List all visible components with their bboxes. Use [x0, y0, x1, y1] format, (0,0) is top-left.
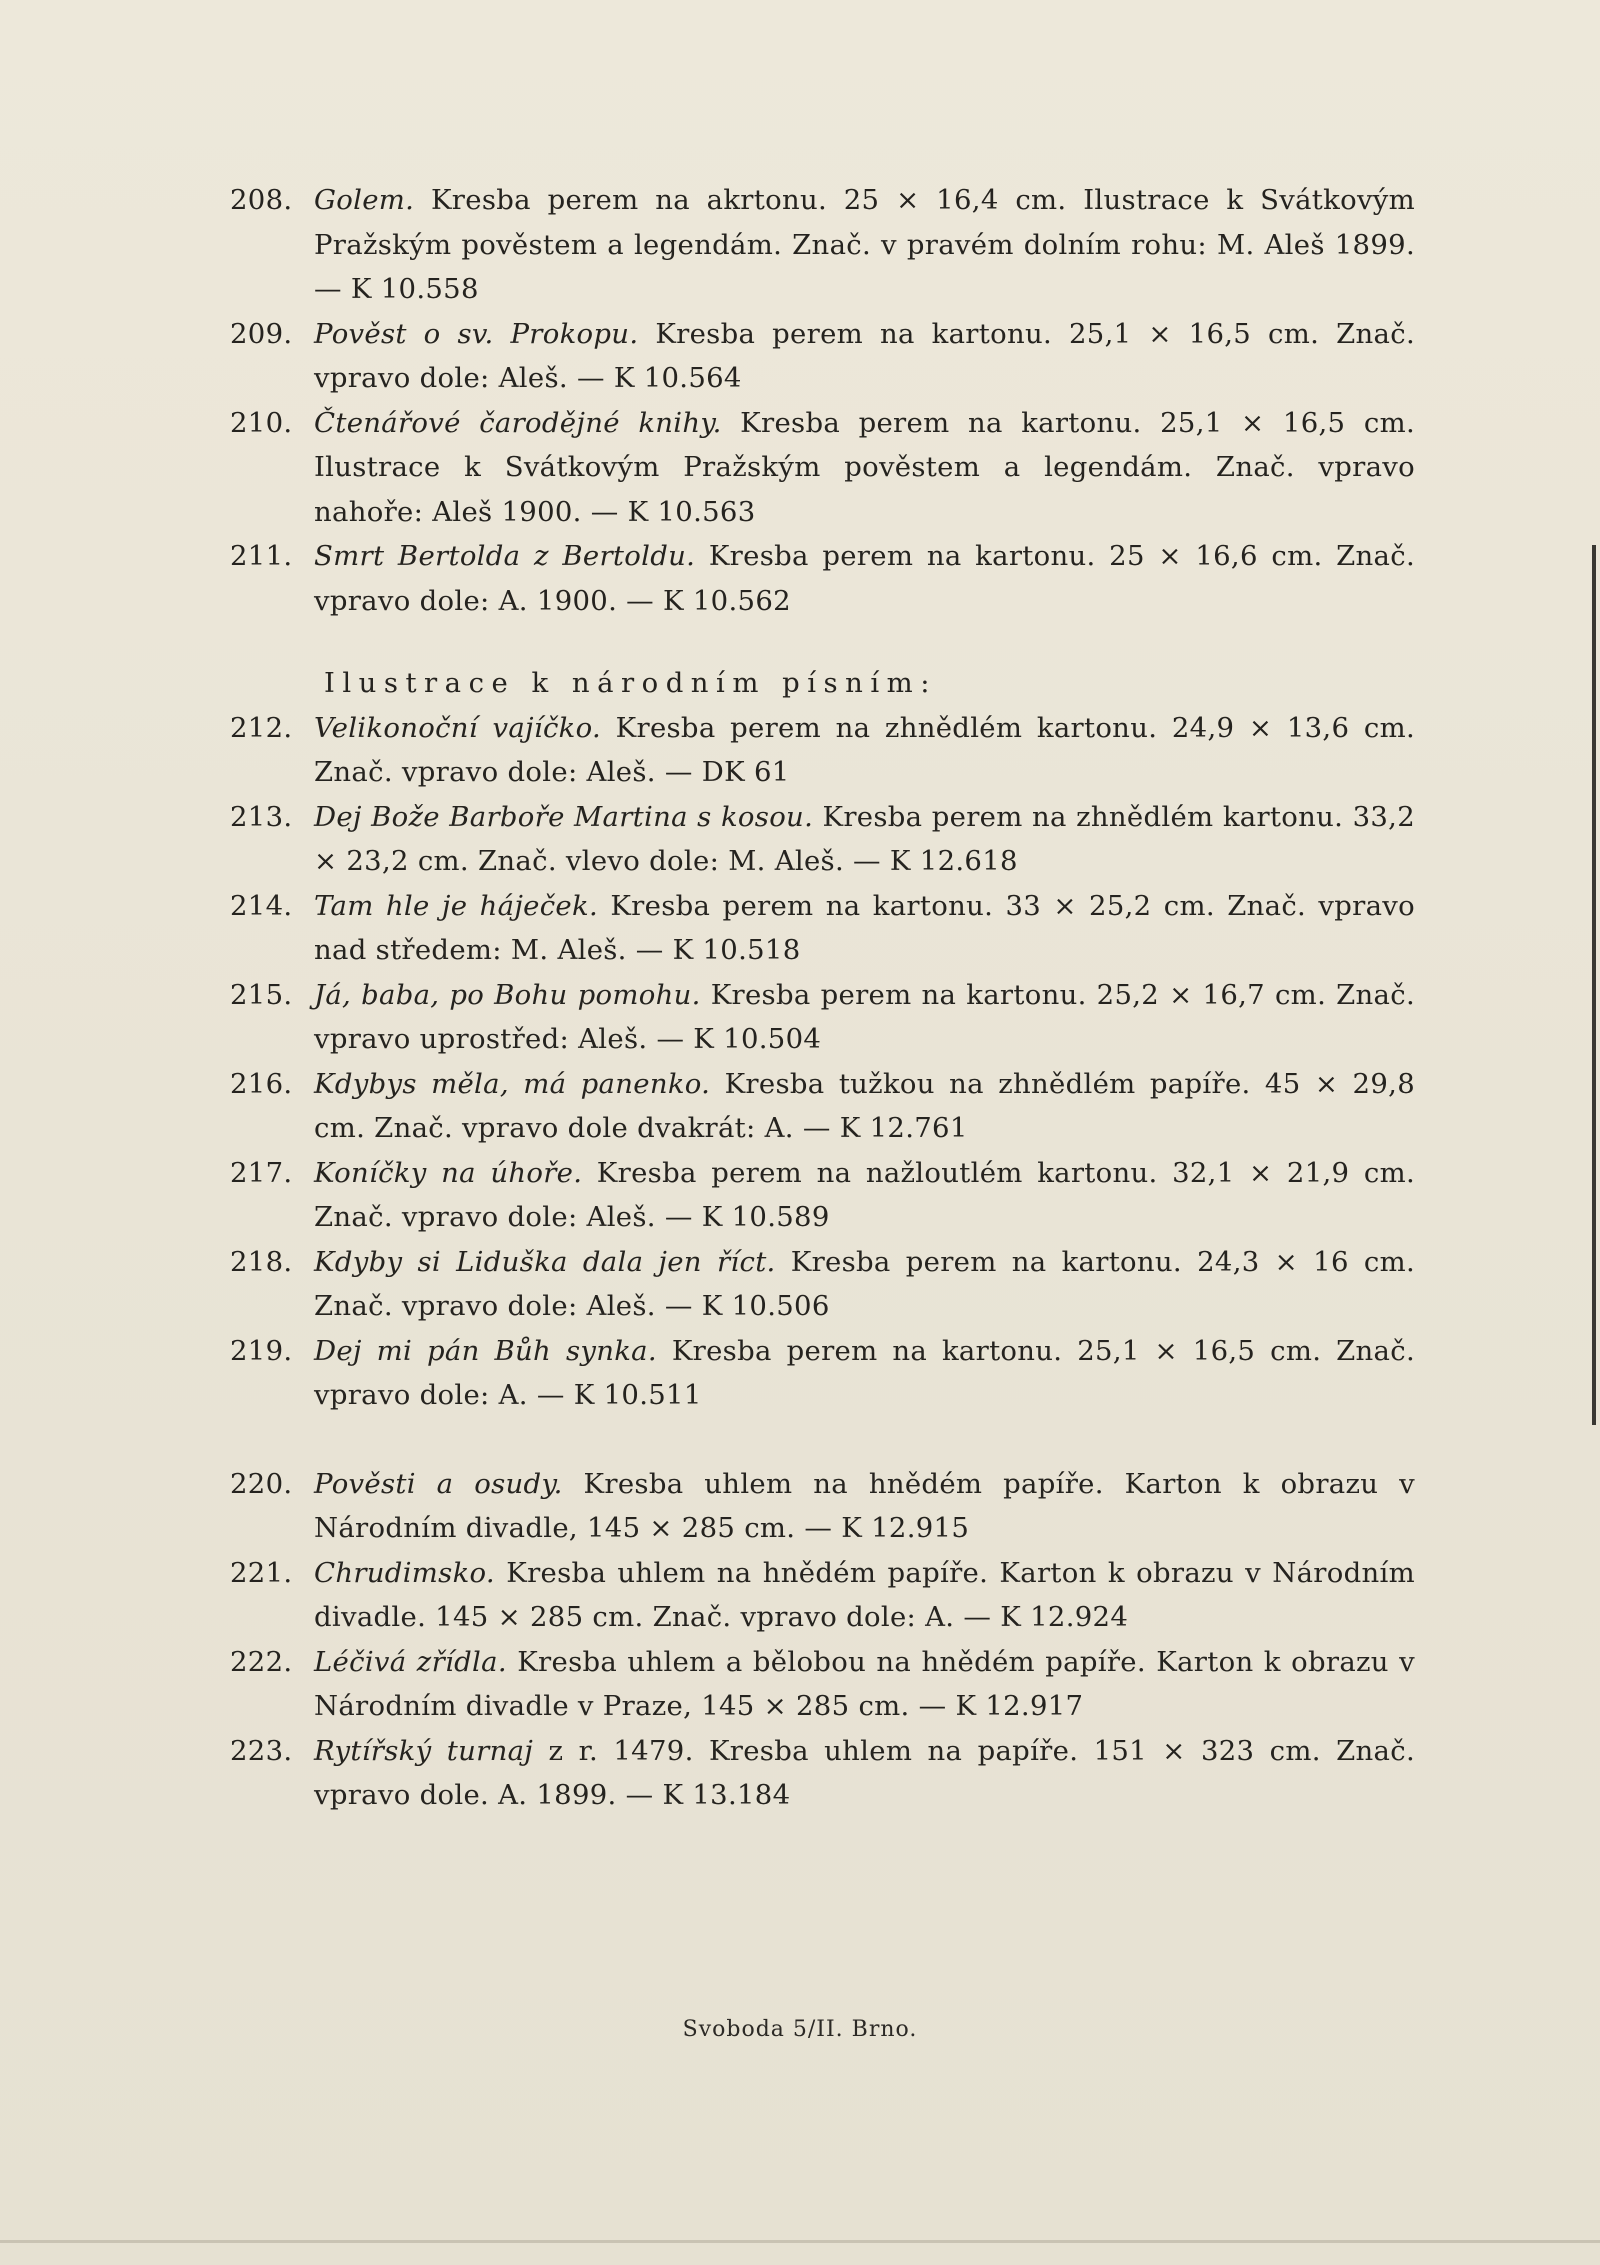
entry-description: Kresba perem na kartonu. 33 × 25,2 cm. Znač. vpravo nad středem: M. Aleš. — K 10.518	[314, 889, 1415, 966]
entry-210	[230, 401, 1415, 535]
entry-title: Pověsti a osudy.	[314, 1467, 563, 1500]
entry-212	[230, 706, 1415, 795]
entry-208	[230, 178, 1415, 312]
section-gap	[230, 1418, 1415, 1462]
entry-214	[230, 884, 1415, 973]
entry-title: Léčivá zřídla.	[314, 1645, 507, 1678]
entry-description: Kresba perem na kartonu. 24,3 × 16 cm. Znač. vpravo dole: Aleš. — K 10.506	[314, 1245, 1415, 1322]
entry-title: Dej mi pán Bůh synka.	[314, 1334, 657, 1367]
entry-215	[230, 973, 1415, 1062]
entry-number: 212.	[230, 711, 293, 744]
entry-number: 223.	[230, 1734, 293, 1767]
entry-title: Dej Bože Barboře Martina s kosou.	[314, 800, 814, 833]
entry-description: Kresba uhlem na hnědém papíře. Karton k obrazu v Národním divadle. 145 × 285 cm. Znač. vpravo dole: A. — K 12.924	[314, 1556, 1415, 1633]
entry-number: 208.	[230, 184, 293, 216]
entry-title: Koníčky na úhoře.	[314, 1156, 583, 1189]
entry-description: Kresba perem na kartonu. 25,1 × 16,5 cm. Znač. vpravo dole: A. — K 10.511	[314, 1334, 1415, 1411]
entry-216	[230, 1062, 1415, 1151]
entry-title: Tam hle je háječek.	[314, 889, 599, 922]
entry-number: 215.	[230, 978, 293, 1011]
printer-imprint: Svoboda 5/II. Brno.	[682, 2017, 918, 2042]
catalogue-entries	[230, 178, 1415, 1818]
entry-number: 209.	[230, 317, 293, 350]
entry-title: Rytířský turnaj	[314, 1734, 534, 1767]
entry-description: Kresba perem na nažloutlém kartonu. 32,1 × 21,9 cm. Znač. vpravo dole: Aleš. — K 10.589	[314, 1156, 1415, 1233]
entry-title: Kdybys měla, má panenko.	[314, 1067, 711, 1100]
entry-description: Kresba perem na kartonu. 25,1 × 16,5 cm. Ilustrace k Svátkovým Pražským pověstem a legendám. Znač. vpravo nahoře: Aleš 1900. — K 10.563	[314, 406, 1415, 528]
entry-description: z r. 1479. Kresba uhlem na papíře. 151 × 323 cm. Znač. vpravo dole. A. 1899. — K 13.184	[314, 1734, 1415, 1811]
page-bottom-edge	[0, 2240, 1600, 2243]
entry-number: 221.	[230, 1556, 293, 1589]
entry-description: Kresba perem na kartonu. 25,2 × 16,7 cm. Znač. vpravo uprostřed: Aleš. — K 10.504	[314, 978, 1415, 1055]
entry-title: Smrt Bertolda z Bertoldu.	[314, 540, 696, 572]
entry-219	[230, 1329, 1415, 1418]
entry-221	[230, 1551, 1415, 1640]
entry-number: 219.	[230, 1334, 293, 1367]
entry-223	[230, 1729, 1415, 1818]
entry-213	[230, 795, 1415, 884]
entry-220	[230, 1462, 1415, 1551]
entry-title: Kdyby si Liduška dala jen říct.	[314, 1245, 776, 1278]
entry-number: 210.	[230, 406, 293, 439]
section-heading: Ilustrace k národním písním:	[324, 667, 937, 699]
entry-number: 222.	[230, 1645, 293, 1678]
entry-description: Kresba uhlem na hnědém papíře. Karton k obrazu v Národním divadle, 145 × 285 cm. — K 12.915	[314, 1467, 1415, 1544]
entry-description: Kresba perem na zhnědlém kartonu. 24,9 × 13,6 cm. Znač. vpravo dole: Aleš. — DK 61	[314, 711, 1415, 788]
entry-number: 217.	[230, 1156, 293, 1189]
entry-description: Kresba perem na zhnědlém kartonu. 33,2 × 23,2 cm. Znač. vlevo dole: M. Aleš. — K 12.618	[314, 800, 1416, 877]
entry-description: Kresba perem na akrtonu. 25 × 16,4 cm. Ilustrace k Svátkovým Pražským pověstem a legendám. Znač. v pravém dolním rohu: M. Aleš 1899. — K 10.558	[314, 184, 1415, 305]
entry-222	[230, 1640, 1415, 1729]
page-edge-shadow	[1592, 545, 1596, 1425]
entry-211	[230, 534, 1415, 623]
entry-description: Kresba uhlem a bělobou na hnědém papíře. Karton k obrazu v Národním divadle v Praze, 145 × 285 cm. — K 12.917	[314, 1645, 1415, 1722]
entry-number: 218.	[230, 1245, 293, 1278]
entry-title: Velikonoční vajíčko.	[314, 711, 602, 744]
entry-description: Kresba perem na kartonu. 25 × 16,6 cm. Znač. vpravo dole: A. 1900. — K 10.562	[314, 540, 1415, 617]
entry-description: Kresba tužkou na zhnědlém papíře. 45 × 29,8 cm. Znač. vpravo dole dvakrát: A. — K 12.761	[314, 1067, 1415, 1144]
entry-title: Chrudimsko.	[314, 1556, 495, 1589]
entry-number: 211.	[230, 540, 293, 572]
entry-217	[230, 1151, 1415, 1240]
entry-number: 213.	[230, 800, 293, 833]
entry-209	[230, 312, 1415, 401]
entry-number: 216.	[230, 1067, 293, 1100]
entry-title: Pověst o sv. Prokopu.	[314, 317, 639, 350]
entry-description: Kresba perem na kartonu. 25,1 × 16,5 cm. Znač. vpravo dole: Aleš. — K 10.564	[314, 317, 1415, 394]
entry-number: 220.	[230, 1467, 293, 1500]
entry-title: Čtenářové čarodějné knihy.	[314, 406, 722, 439]
entry-title: Já, baba, po Bohu pomohu.	[314, 978, 701, 1011]
entry-title: Golem.	[314, 184, 415, 216]
entry-218	[230, 1240, 1415, 1329]
entry-number: 214.	[230, 889, 293, 922]
